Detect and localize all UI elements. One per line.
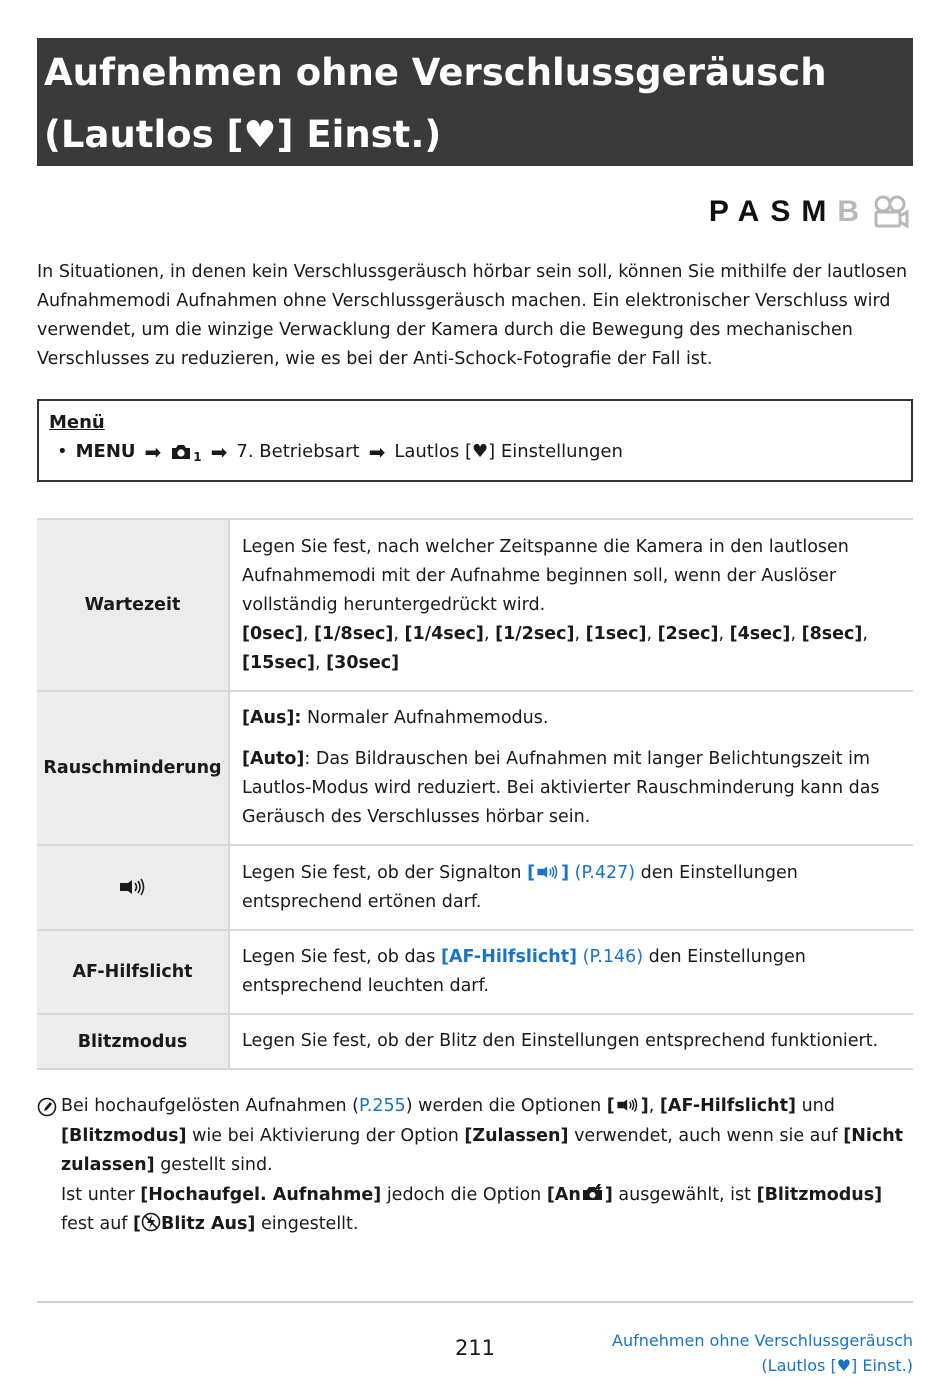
signal-link-open: [: [527, 862, 536, 883]
note-option-zulassen: [Zulassen]: [464, 1125, 569, 1146]
mode-b: B: [837, 195, 870, 228]
note2-text-3: ausgewählt, ist: [612, 1184, 757, 1205]
note-pencil-icon: [37, 1097, 57, 1117]
note2-aus-open: [: [133, 1214, 142, 1234]
signal-page-link[interactable]: (P.427): [569, 862, 636, 883]
menu-item-lautlos: Lautlos [♥] Einstellungen: [394, 441, 623, 462]
mode-pasm: PASM: [708, 195, 838, 228]
signal-text-after: den Einstellungen entsprechend ertönen darf.: [242, 862, 798, 912]
label-wartezeit: Wartezeit: [37, 519, 229, 691]
note-sig-close: ]: [640, 1096, 649, 1116]
footer-ref-line-2: (Lautlos [♥] Einst.): [761, 1356, 913, 1375]
rausch-aus-key: [Aus]:: [242, 708, 302, 728]
rausch-aus: [242, 704, 901, 733]
label-rauschminderung: Rauschminderung: [37, 691, 229, 845]
note-text-7: gestellt sind.: [154, 1155, 273, 1175]
desc-wartezeit: [229, 519, 913, 691]
page-title-line-2: (Lautlos [♥] Einst.): [44, 113, 442, 156]
note2-text-5: eingestellt.: [255, 1214, 359, 1234]
af-page-link[interactable]: (P.146): [577, 947, 644, 967]
option-1sec: [1sec]: [585, 623, 647, 644]
settings-table: [37, 518, 913, 1070]
note-option-af: [AF-Hilfslicht]: [659, 1096, 796, 1116]
footer-ref-line-1: Aufnehmen ohne Verschlussgeräusch: [612, 1331, 913, 1350]
camera-icon: [170, 443, 192, 461]
label-af-hilfslicht: AF-Hilfslicht: [37, 930, 229, 1014]
note2-text-1: Ist unter: [61, 1184, 141, 1205]
menu-bullet: •: [57, 441, 68, 462]
rausch-auto: [242, 745, 901, 832]
arrow-right-icon: ➡: [368, 440, 386, 464]
page-title-line-1: Aufnehmen ohne Verschlussgeräusch: [44, 51, 827, 94]
menu-box: [37, 399, 913, 482]
note-sig-open: [: [606, 1096, 615, 1116]
page-title: [37, 38, 913, 166]
option-15sec: [15sec]: [242, 652, 316, 673]
af-text-before: Legen Sie fest, ob das: [242, 947, 441, 967]
note-text: [61, 1092, 913, 1240]
option-1-8sec: [1/8sec]: [313, 623, 394, 644]
table-row-wartezeit: [37, 519, 913, 691]
desc-signalton: [229, 845, 913, 930]
rausch-auto-key: [Auto]: [242, 749, 305, 769]
table-row-blitzmodus: [37, 1014, 913, 1069]
rausch-aus-text: Normaler Aufnahmemodus.: [301, 708, 549, 728]
table-row-signalton: [37, 845, 913, 930]
option-4sec: [4sec]: [729, 623, 791, 644]
note-option-blitz: [Blitzmodus]: [61, 1125, 187, 1146]
camera-menu-number: 1: [193, 450, 202, 464]
note-text-4: und: [796, 1096, 835, 1116]
note-paragraph-1: [61, 1092, 913, 1181]
af-text-after: den Einstellungen entsprechend leuchten darf.: [242, 947, 806, 996]
menu-item-menu: MENU: [75, 441, 136, 462]
note2-option-an: [547, 1185, 613, 1205]
signal-link[interactable]: [527, 863, 569, 883]
note-block: [37, 1092, 913, 1240]
arrow-right-icon: ➡: [210, 440, 228, 464]
note2-aus-text: Blitz Aus]: [161, 1214, 256, 1234]
beep-sound-icon: [117, 878, 149, 896]
note-text-3: ,: [648, 1096, 660, 1116]
flash-off-icon: [141, 1212, 161, 1232]
note-text-5: wie bei Aktivierung der Option: [186, 1125, 465, 1146]
table-row-rauschminderung: [37, 691, 913, 845]
menu-path: [49, 437, 901, 467]
note2-an-close: ]: [604, 1184, 613, 1205]
flash-camera-icon: [581, 1184, 605, 1202]
desc-blitzmodus: Legen Sie fest, ob der Blitz den Einstellungen entsprechend funktioniert.: [229, 1014, 913, 1069]
label-signalton: [37, 845, 229, 930]
intro-paragraph: In Situationen, in denen kein Verschlussgeräusch hörbar sein soll, können Sie mithilfe der lautlosen Aufnahmemodi Aufnahmen ohne Verschlussgeräusch machen. Ein elektronischer Verschluss wird verwendet, um die winzige Verwacklung der Kamera durch die Bewegung des mechanischen Verschlusses zu reduzieren, wie es bei der Anti-Schock-Fotografie der Fall ist.: [37, 262, 908, 369]
option-8sec: [8sec]: [801, 623, 863, 644]
note2-option-blitz-aus: [133, 1214, 255, 1234]
note-text-6: verwendet, auch wenn sie auf: [568, 1125, 844, 1146]
beep-sound-icon: [535, 864, 561, 880]
signal-text-before: Legen Sie fest, ob der Signalton: [242, 862, 528, 883]
option-2sec: [2sec]: [657, 623, 719, 644]
option-30sec: [30sec]: [326, 652, 400, 673]
note2-option-hochaufgel: [Hochaufgel. Aufnahme]: [140, 1184, 382, 1205]
note-option-nicht-zulassen: [Nicht zulassen]: [61, 1125, 904, 1175]
rausch-auto-text: : Das Bildrauschen bei Aufnahmen mit langer Belichtungszeit im Lautlos-Modus wird reduziert. Bei aktivierter Rauschminderung kann das Geräusch des Verschlusses hörbar sein.: [242, 749, 880, 827]
menu-heading: Menü: [49, 412, 105, 433]
note-paragraph-2: [61, 1181, 913, 1240]
menu-item-betriebsart: 7. Betriebsart: [236, 441, 360, 462]
footer-section-link[interactable]: [612, 1328, 913, 1378]
note2-text-4: fest auf: [61, 1214, 134, 1234]
note2-text-2: jedoch die Option: [381, 1184, 547, 1205]
note-text-2: ) werden die Optionen: [405, 1096, 607, 1116]
desc-wartezeit-text: Legen Sie fest, nach welcher Zeitspanne die Kamera in den lautlosen Aufnahmemodi mit der Aufnahme beginnen soll, wenn der Auslöser vollständig heruntergedrückt wird.: [242, 536, 849, 615]
af-link[interactable]: [AF-Hilfslicht]: [440, 947, 578, 967]
arrow-right-icon: ➡: [144, 440, 162, 464]
footer-divider: [37, 1301, 913, 1303]
table-row-af-hilfslicht: [37, 930, 913, 1014]
option-1-2sec: [1/2sec]: [495, 623, 575, 644]
note2-an-open: [An: [546, 1184, 581, 1205]
note-option-signal: [607, 1096, 649, 1116]
note-page-link[interactable]: P.255: [358, 1096, 406, 1116]
label-blitzmodus: Blitzmodus: [37, 1014, 229, 1069]
desc-af-hilfslicht: [229, 930, 913, 1014]
wartezeit-options: [0sec], [1/8sec], [1/4sec], [1/2sec], [1sec], [2sec], [4sec], [8sec], [15sec], [30sec]: [242, 623, 868, 673]
note-text-1: Bei hochaufgelösten Aufnahmen (: [61, 1096, 359, 1116]
option-0sec: [0sec]: [242, 623, 303, 644]
movie-camera-icon: [872, 195, 910, 229]
option-1-4sec: [1/4sec]: [404, 623, 484, 644]
page-number: 211: [454, 1336, 496, 1360]
shooting-modes: [709, 194, 910, 230]
beep-sound-icon: [615, 1097, 641, 1113]
desc-rauschminderung: [229, 691, 913, 845]
signal-link-close: ]: [561, 862, 570, 883]
note2-option-blitz: [Blitzmodus]: [756, 1184, 883, 1205]
